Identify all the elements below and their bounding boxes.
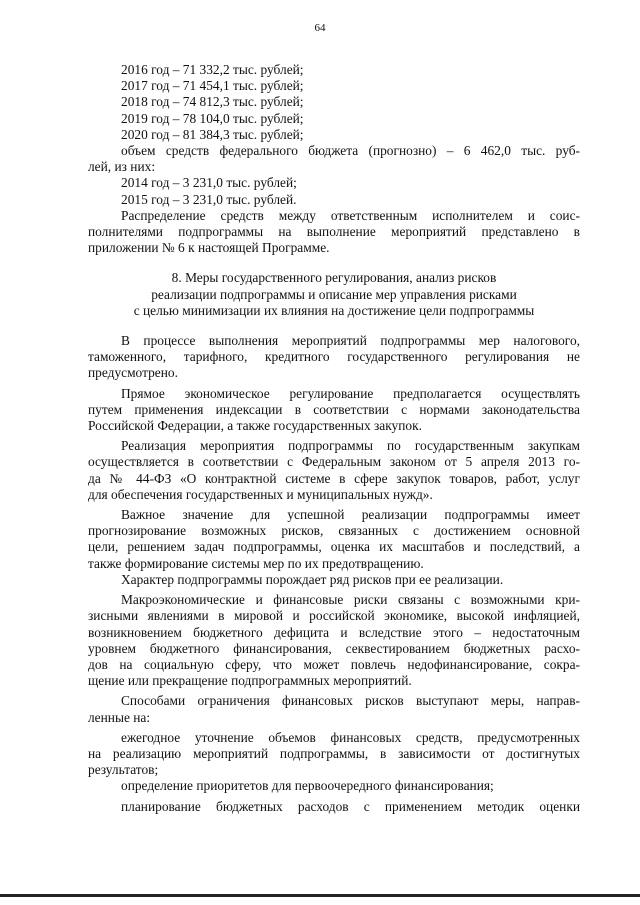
text-line: прогнозирование возможных рисков, связанных с достижением основной: [88, 523, 580, 539]
paragraph-character: [88, 572, 580, 588]
paragraph-procurement: [88, 438, 580, 503]
paragraph-priorities: [88, 778, 580, 794]
text-line: 2016 год – 71 332,2 тыс. рублей;: [121, 62, 304, 77]
text-line: ежегодное уточнение объемов финансовых средств, предусмотренных: [121, 729, 580, 745]
text-line: путем применения индексации в соответствии с нормами законодательства: [88, 401, 580, 417]
paragraph-regulation: [88, 333, 580, 382]
text-line: Макроэкономические и финансовые риски связаны с возможными кри-: [121, 592, 580, 608]
text-line: осуществляется в соответствии с Федеральным законом от 5 апреля 2013 го-: [88, 454, 580, 470]
text-line: ленные на:: [88, 709, 151, 725]
text-line: 2014 год – 3 231,0 тыс. рублей;: [121, 175, 297, 191]
text-line: Прямое экономическое регулирование предполагается осуществлять: [121, 385, 580, 401]
text-line: на реализацию мероприятий подпрограммы, в зависимости от достигнутых: [88, 745, 580, 761]
text-line: 2015 год – 3 231,0 тыс. рублей.: [121, 191, 297, 207]
text-line: для обеспечения государственных и муниципальных нужд».: [88, 486, 433, 502]
federal-budget-paragraph: [88, 143, 580, 175]
text-line: полнителями подпрограммы на выполнение мероприятий представлено в: [88, 224, 580, 240]
distribution-paragraph: [88, 208, 580, 257]
text-line: дов на социальную сферу, что может повлечь недофинансирование, сокра-: [88, 656, 580, 672]
text-line: Российской Федерации, а также государственных закупок.: [88, 418, 422, 434]
text-line: Важное значение для успешной реализации подпрограммы имеет: [121, 507, 580, 523]
text-line: 2020 год – 81 384,3 тыс. рублей;: [121, 126, 304, 142]
paragraph-risk-measures: [88, 693, 580, 725]
heading-line: реализации подпрограммы и описание мер управления рисками: [151, 286, 517, 302]
text-line: щение или прекращение подпрограммных мероприятий.: [88, 673, 412, 689]
document-body: [88, 62, 580, 815]
text-line: планирование бюджетных расходов с применением методик оценки: [121, 798, 580, 814]
text-line: возникновением бюджетного дефицита и вследствие этого – недостаточным: [88, 624, 580, 640]
text-line: 2018 год – 74 812,3 тыс. рублей;: [121, 94, 304, 110]
text-line: Распределение средств между ответственным исполнителем и соис-: [121, 207, 580, 223]
text-line: зисными явлениями в мировой и российской экономике, высокой инфляцией,: [88, 608, 580, 624]
text-line: объем средств федерального бюджета (прогнозно) – 6 462,0 тыс. руб-: [121, 143, 580, 159]
bottom-rule: [0, 894, 640, 897]
text-line: 2019 год – 78 104,0 тыс. рублей;: [121, 110, 304, 126]
text-line: также формирование системы мер по их предотвращению.: [88, 555, 424, 571]
paragraph-direct-regulation: [88, 386, 580, 435]
text-line: 2017 год – 71 454,1 тыс. рублей;: [121, 78, 304, 94]
text-line: определение приоритетов для первоочередного финансирования;: [121, 778, 494, 794]
page-number: 64: [314, 22, 326, 34]
paragraph-budget-planning: [88, 799, 580, 815]
paragraph-macro-risks: [88, 592, 580, 689]
heading-line: 8. Меры государственного регулирования, анализ рисков: [171, 270, 497, 286]
text-line: таможенного, тарифного, кредитного государственного регулирования не: [88, 349, 580, 365]
text-line: Характер подпрограммы порождает ряд рисков при ее реализации.: [121, 571, 504, 587]
text-line: В процессе выполнения мероприятий подпрограммы мер налогового,: [121, 333, 580, 349]
section-heading: [88, 270, 580, 319]
text-line: цели, решением задач подпрограммы, оценка их масштабов и последствий, а: [88, 539, 580, 555]
text-line: результатов;: [88, 762, 159, 778]
text-line: Способами ограничения финансовых рисков выступают меры, направ-: [121, 693, 580, 709]
text-line: приложении № 6 к настоящей Программе.: [88, 240, 330, 256]
text-line: Реализация мероприятия подпрограммы по государственным закупкам: [121, 438, 580, 454]
paragraph-risk-forecasting: [88, 507, 580, 572]
paragraph-annual-adjustment: [88, 730, 580, 779]
federal-amounts-list: [88, 175, 580, 207]
annual-amounts-list: [88, 62, 580, 143]
text-line: предусмотрено.: [88, 365, 178, 381]
text-line: да № 44-ФЗ «О контрактной системе в сфере закупок товаров, работ, услуг: [88, 470, 580, 486]
heading-line: с целью минимизации их влияния на достижение цели подпрограммы: [133, 302, 535, 318]
text-line: лей, из них:: [88, 159, 156, 175]
text-line: уровнем бюджетного финансирования, секвестированием бюджетных расхо-: [88, 640, 580, 656]
